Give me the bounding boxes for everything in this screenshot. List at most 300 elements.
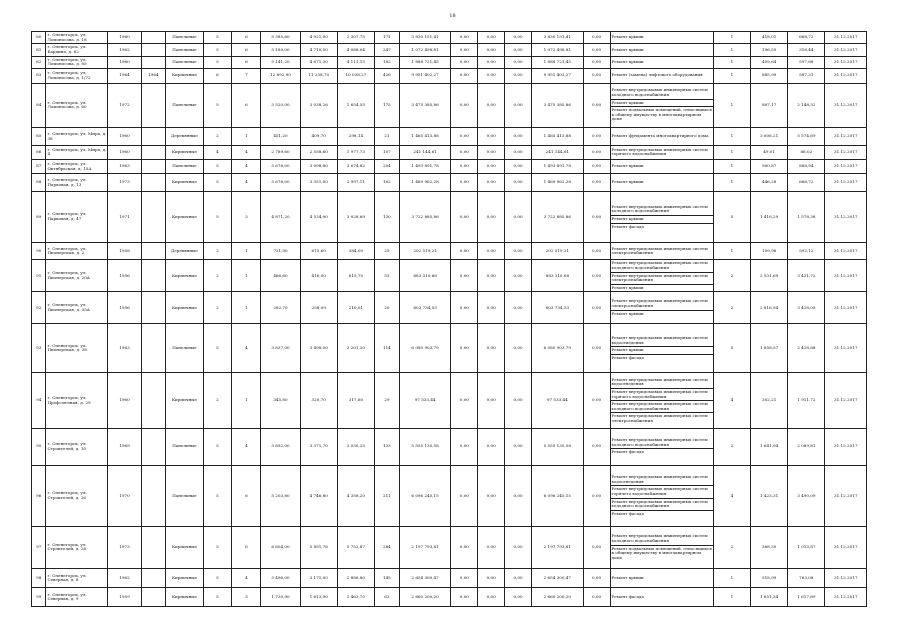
work-type-item: Ремонт крыши — [611, 163, 644, 169]
residential-area-cell: 4 710,50 — [300, 44, 337, 56]
floors-cell: 5 — [203, 465, 232, 526]
regional-funds-cell: 0,00 — [478, 373, 505, 428]
residential-area-cell: 5 891,76 — [300, 527, 337, 569]
total-area-cell: 466,60 — [261, 260, 300, 292]
other-funds-cell: 0,00 — [583, 191, 610, 243]
owners-funds-cell: 5 555 135,58 — [532, 428, 584, 465]
residential-area-cell: 3 498,00 — [300, 324, 337, 373]
wall-material-cell: Кирпичные — [166, 260, 203, 292]
work-types-cell — [610, 56, 713, 68]
residents-cell: 53 — [374, 260, 399, 292]
wall-material-cell: Кирпичные — [166, 568, 203, 588]
unit-cost-cell: 2 816,94 — [751, 292, 788, 324]
wall-material-cell: Кирпичные — [166, 373, 203, 428]
residential-area-cell: 4 671,30 — [300, 56, 337, 68]
completion-date-cell: 31.12.2017 — [825, 527, 867, 569]
owners-funds-cell: 9 951 402,27 — [532, 68, 584, 83]
work-count-cell: 1 — [713, 146, 750, 160]
total-area-cell: 4 871,20 — [261, 191, 300, 243]
address-cell: г. Оленегорск, ул. Парковая, д. 13 — [46, 174, 108, 191]
owners-funds-cell: 241 144,61 — [532, 146, 584, 160]
other-funds-cell: 0,00 — [583, 127, 610, 145]
other-funds-cell: 0,00 — [583, 32, 610, 44]
residents-cell: 25 — [374, 243, 399, 260]
residents-cell: 426 — [374, 68, 399, 83]
limit-cost-cell: 597,88 — [788, 56, 825, 68]
year-built-cell: 1964 — [108, 68, 141, 83]
regional-funds-cell: 0,00 — [478, 44, 505, 56]
entrances-cell: 4 — [232, 174, 261, 191]
work-type-item: Ремонт подвальных помещений, относящихся к общему имуществу в многоквартирном доме — [611, 107, 712, 122]
unit-cost-cell: 368,30 — [751, 527, 788, 569]
other-funds-cell: 0,00 — [583, 465, 610, 526]
work-type-item: Ремонт внутридомовых инженерных систем электроснабжения — [611, 245, 708, 256]
work-type-item: Ремонт внутридомовых инженерных систем холодного водоснабжения — [611, 87, 708, 98]
entrances-cell: 1 — [232, 243, 261, 260]
residential-area-cell: 258,09 — [300, 292, 337, 324]
work-types-cell — [610, 159, 713, 174]
federal-funds-cell: 0,00 — [451, 83, 478, 127]
limit-cost-cell: 587,31 — [788, 68, 825, 83]
total-cost-cell: 202 519,21 — [399, 243, 451, 260]
owned-area-cell: 298,14 — [337, 127, 374, 145]
municipal-funds-cell: 0,00 — [505, 32, 532, 44]
unit-cost-cell: 518,99 — [751, 568, 788, 588]
wall-material-cell: Панельные — [166, 32, 203, 44]
year-built-cell: 1973 — [108, 174, 141, 191]
address-cell: г. Оленегорск, ул. Профсоюзная, д. 29 — [46, 373, 108, 428]
limit-cost-cell: 3 431,72 — [788, 260, 825, 292]
work-types-cell — [610, 260, 713, 292]
floors-cell: 5 — [203, 428, 232, 465]
total-cost-cell: 97 533,44 — [399, 373, 451, 428]
work-type-item: Ремонт фасада — [611, 510, 713, 518]
limit-cost-cell: 1 578,38 — [788, 191, 825, 243]
unit-cost-cell: 885,99 — [751, 68, 788, 83]
total-cost-cell: 241 144,61 — [399, 146, 451, 160]
regional-funds-cell: 0,00 — [478, 324, 505, 373]
owners-funds-cell: 3 475 385,86 — [532, 83, 584, 127]
work-type-item: Ремонт внутридомовых инженерных систем горячего водоснабжения — [611, 485, 713, 497]
municipal-funds-cell: 0,00 — [505, 465, 532, 526]
residential-area-cell: 409,70 — [300, 127, 337, 145]
table-row — [32, 243, 867, 260]
regional-funds-cell: 0,00 — [478, 260, 505, 292]
owned-area-cell: 384,00 — [337, 243, 374, 260]
year-commissioning-cell — [141, 292, 166, 324]
completion-date-cell: 31.12.2017 — [825, 68, 867, 83]
regional-funds-cell: 0,00 — [478, 527, 505, 569]
total-area-cell: 6 604,00 — [261, 527, 300, 569]
other-funds-cell: 0,00 — [583, 568, 610, 588]
wall-material-cell: Панельные — [166, 324, 203, 373]
residential-area-cell: 11 238,70 — [300, 68, 337, 83]
work-type-item: Ремонт крыши — [611, 34, 644, 40]
table-row — [32, 527, 867, 569]
year-commissioning-cell — [141, 324, 166, 373]
owned-area-cell: 4 111,15 — [337, 56, 374, 68]
regional-funds-cell: 0,00 — [478, 83, 505, 127]
year-built-cell: 1956 — [108, 260, 141, 292]
year-built-cell: 1962 — [108, 568, 141, 588]
total-area-cell: 5 385,60 — [261, 32, 300, 44]
floors-cell: 2 — [203, 243, 232, 260]
municipal-funds-cell: 0,00 — [505, 159, 532, 174]
residents-cell: 114 — [374, 324, 399, 373]
federal-funds-cell: 0,00 — [451, 56, 478, 68]
total-cost-cell: 3 475 385,86 — [399, 83, 451, 127]
year-built-cell: 1962 — [108, 44, 141, 56]
work-type-item: Ремонт (замена) лифтового оборудования — [611, 72, 703, 78]
work-count-cell: 1 — [713, 174, 750, 191]
limit-cost-cell: 666,72 — [788, 174, 825, 191]
work-count-cell: 2 — [713, 292, 750, 324]
limit-cost-cell: 2 428,88 — [788, 324, 825, 373]
year-built-cell: 1969 — [108, 428, 141, 465]
total-area-cell: 451,20 — [261, 127, 300, 145]
completion-date-cell: 31.12.2017 — [825, 56, 867, 68]
row-number-cell: 90 — [32, 243, 46, 260]
work-count-cell: 4 — [713, 465, 750, 526]
unit-cost-cell: 196,55 — [751, 44, 788, 56]
year-commissioning-cell — [141, 527, 166, 569]
owners-funds-cell: 2 654 300,47 — [532, 568, 584, 588]
work-types-cell — [610, 146, 713, 160]
other-funds-cell: 0,00 — [583, 174, 610, 191]
table-row — [32, 56, 867, 68]
owned-area-cell: 1 977,73 — [337, 146, 374, 160]
total-area-cell: 5 141,20 — [261, 56, 300, 68]
work-types-cell — [610, 373, 713, 428]
regional-funds-cell: 0,00 — [478, 127, 505, 145]
entrances-cell: 1 — [232, 260, 261, 292]
federal-funds-cell: 0,00 — [451, 465, 478, 526]
owners-funds-cell: 1 888 721,45 — [532, 56, 584, 68]
completion-date-cell: 31.12.2017 — [825, 146, 867, 160]
municipal-funds-cell: 0,00 — [505, 44, 532, 56]
floors-cell: 5 — [203, 83, 232, 127]
completion-date-cell: 31.12.2017 — [825, 588, 867, 606]
federal-funds-cell: 0,00 — [451, 146, 478, 160]
limit-cost-cell: 1 013,87 — [788, 527, 825, 569]
work-type-item: Ремонт внутридомовых инженерных систем холодного водоснабжения — [611, 533, 708, 544]
total-cost-cell: 5 555 135,58 — [399, 428, 451, 465]
residents-cell: 145 — [374, 568, 399, 588]
limit-cost-cell: 763,08 — [788, 568, 825, 588]
owned-area-cell: 2 886,80 — [337, 568, 374, 588]
wall-material-cell: Кирпичные — [166, 191, 203, 243]
work-type-item: Ремонт фасада — [611, 593, 644, 599]
owners-funds-cell: 6 080 903,79 — [532, 324, 584, 373]
residents-cell: 247 — [374, 44, 399, 56]
total-cost-cell: 2 654 300,47 — [399, 568, 451, 588]
completion-date-cell: 31.12.2017 — [825, 83, 867, 127]
work-count-cell: 1 — [713, 588, 750, 606]
work-type-item: Ремонт крыши — [611, 179, 644, 185]
residents-cell: 284 — [374, 527, 399, 569]
entrances-cell: 6 — [232, 465, 261, 526]
unit-cost-cell: 446,28 — [751, 174, 788, 191]
year-commissioning-cell — [141, 243, 166, 260]
work-type-item: Ремонт внутридомовых инженерных систем холодного водоснабжения — [611, 400, 713, 412]
work-type-item: Ремонт внутридомовых инженерных систем электроснабжения — [611, 298, 708, 309]
residents-cell: 204 — [374, 159, 399, 174]
limit-cost-cell: 2 148,32 — [788, 83, 825, 127]
total-area-cell: 345,80 — [261, 373, 300, 428]
year-commissioning-cell — [141, 465, 166, 526]
row-number-cell: 87 — [32, 159, 46, 174]
work-count-cell: 1 — [713, 127, 750, 145]
regional-funds-cell: 0,00 — [478, 428, 505, 465]
owned-area-cell: 3 030,25 — [337, 428, 374, 465]
floors-cell: 2 — [203, 292, 232, 324]
work-type-item: Ремонт фасада — [611, 448, 713, 456]
entrances-cell: 1 — [232, 373, 261, 428]
federal-funds-cell: 0,00 — [451, 428, 478, 465]
address-cell: г. Оленегорск, ул. Пионерская, д. 38 — [46, 324, 108, 373]
year-commissioning-cell: 1964 — [141, 68, 166, 83]
table-row — [32, 159, 867, 174]
row-number-cell: 99 — [32, 588, 46, 606]
residents-cell: 162 — [374, 174, 399, 191]
work-types-cell — [610, 588, 713, 606]
row-number-cell: 91 — [32, 260, 46, 292]
work-types-cell — [610, 127, 713, 145]
address-cell: г. Оленегорск, ул. Строителей, д. 26 — [46, 465, 108, 526]
completion-date-cell: 31.12.2017 — [825, 159, 867, 174]
municipal-funds-cell: 0,00 — [505, 68, 532, 83]
entrances-cell: 4 — [232, 159, 261, 174]
regional-funds-cell: 0,00 — [478, 32, 505, 44]
work-type-item: Ремонт крыши — [611, 574, 644, 580]
regional-funds-cell: 0,00 — [478, 159, 505, 174]
unit-cost-cell: 302,21 — [751, 373, 788, 428]
work-count-cell: 1 — [713, 83, 750, 127]
total-area-cell: 282,70 — [261, 292, 300, 324]
municipal-funds-cell: 0,00 — [505, 324, 532, 373]
year-built-cell: 1958 — [108, 243, 141, 260]
year-commissioning-cell — [141, 260, 166, 292]
other-funds-cell: 0,00 — [583, 68, 610, 83]
address-cell: г. Оленегорск, ул. Бардина, д. 62 — [46, 44, 108, 56]
other-funds-cell: 0,00 — [583, 56, 610, 68]
regional-funds-cell: 0,00 — [478, 56, 505, 68]
residential-area-cell: 4 534,90 — [300, 191, 337, 243]
regional-funds-cell: 0,00 — [478, 243, 505, 260]
residents-cell: 211 — [374, 465, 399, 526]
residents-cell: 130 — [374, 191, 399, 243]
floors-cell: 2 — [203, 260, 232, 292]
year-built-cell: 1960 — [108, 146, 141, 160]
completion-date-cell: 31.12.2017 — [825, 373, 867, 428]
address-cell: г. Оленегорск, ул. Ломоносова, д. 85 — [46, 56, 108, 68]
work-count-cell: 1 — [713, 68, 750, 83]
residential-area-cell: 3 371,70 — [300, 428, 337, 465]
year-built-cell: 1959 — [108, 588, 141, 606]
completion-date-cell: 31.12.2017 — [825, 191, 867, 243]
owned-area-cell: 3 201,30 — [337, 324, 374, 373]
wall-material-cell: Панельные — [166, 56, 203, 68]
residential-area-cell: 416,00 — [300, 260, 337, 292]
work-type-item: Ремонт внутридомовых инженерных систем горячего водоснабжения — [611, 146, 708, 157]
wall-material-cell: Деревянные — [166, 127, 203, 145]
unit-cost-cell: 2 531,69 — [751, 260, 788, 292]
work-types-cell — [610, 428, 713, 465]
owners-funds-cell: 97 533,44 — [532, 373, 584, 428]
year-commissioning-cell — [141, 588, 166, 606]
wall-material-cell: Панельные — [166, 83, 203, 127]
year-built-cell: 1960 — [108, 56, 141, 68]
year-built-cell: 1972 — [108, 83, 141, 127]
total-cost-cell: 3 830 151,41 — [399, 32, 451, 44]
work-types-cell — [610, 191, 713, 243]
table-row — [32, 428, 867, 465]
year-built-cell: 1956 — [108, 292, 141, 324]
wall-material-cell: Кирпичные — [166, 146, 203, 160]
year-commissioning-cell — [141, 373, 166, 428]
residential-area-cell: 3 171,00 — [300, 568, 337, 588]
owned-area-cell: 210,01 — [337, 292, 374, 324]
other-funds-cell: 0,00 — [583, 243, 610, 260]
unit-cost-cell: 109,96 — [751, 243, 788, 260]
owned-area-cell: 4 358,20 — [337, 465, 374, 526]
completion-date-cell: 31.12.2017 — [825, 568, 867, 588]
municipal-funds-cell: 0,00 — [505, 243, 532, 260]
unit-cost-cell: 3 606,21 — [751, 127, 788, 145]
total-cost-cell: 1 493 891,78 — [399, 159, 451, 174]
address-cell: г. Оленегорск, ул. Мира, д. 4 — [46, 146, 108, 160]
residential-area-cell: 3 038,26 — [300, 83, 337, 127]
regional-funds-cell: 0,00 — [478, 465, 505, 526]
table-row — [32, 83, 867, 127]
work-count-cell: 1 — [713, 56, 750, 68]
owners-funds-cell: 202 519,21 — [532, 243, 584, 260]
floors-cell: 5 — [203, 44, 232, 56]
unit-cost-cell: 1 858,57 — [751, 324, 788, 373]
residents-cell: 29 — [374, 373, 399, 428]
page-number: 18 — [449, 13, 456, 19]
unit-cost-cell: 1 416,29 — [751, 191, 788, 243]
work-count-cell: 2 — [713, 260, 750, 292]
work-type-item: Ремонт внутридомовых инженерных систем горячего водоснабжения — [611, 388, 713, 400]
federal-funds-cell: 0,00 — [451, 68, 478, 83]
entrances-cell: 6 — [232, 83, 261, 127]
residential-area-cell: 4 921,00 — [300, 32, 337, 44]
regional-funds-cell: 0,00 — [478, 68, 505, 83]
residential-area-cell: 320,70 — [300, 373, 337, 428]
wall-material-cell: Кирпичные — [166, 292, 203, 324]
work-count-cell: 1 — [713, 44, 750, 56]
completion-date-cell: 31.12.2017 — [825, 324, 867, 373]
address-cell: г. Оленегорск, ул. Строителей, д. 28 — [46, 527, 108, 569]
work-types-cell — [610, 292, 713, 324]
federal-funds-cell: 0,00 — [451, 260, 478, 292]
work-type-item: Ремонт внутридомовых инженерных систем холодного водоснабжения — [611, 260, 708, 271]
wall-material-cell: Кирпичные — [166, 174, 203, 191]
year-built-cell: 1963 — [108, 324, 141, 373]
owners-funds-cell: 3 722 885,86 — [532, 191, 584, 243]
residential-area-cell: 3 351,00 — [300, 174, 337, 191]
other-funds-cell: 0,00 — [583, 292, 610, 324]
address-cell: г. Оленегорск, ул. Ломоносова, д. 1/72 — [46, 68, 108, 83]
total-area-cell: 2 789,60 — [261, 146, 300, 160]
table-row — [32, 44, 867, 56]
federal-funds-cell: 0,00 — [451, 32, 478, 44]
row-number-cell: 85 — [32, 127, 46, 145]
completion-date-cell: 31.12.2017 — [825, 32, 867, 44]
floors-cell: 4 — [203, 146, 232, 160]
completion-date-cell: 31.12.2017 — [825, 465, 867, 526]
municipal-funds-cell: 0,00 — [505, 260, 532, 292]
regional-funds-cell: 0,00 — [478, 191, 505, 243]
row-number-cell: 86 — [32, 146, 46, 160]
wall-material-cell: Панельные — [166, 428, 203, 465]
federal-funds-cell: 0,00 — [451, 127, 478, 145]
floors-cell: 5 — [203, 527, 232, 569]
residential-area-cell: 3 098,80 — [300, 159, 337, 174]
residential-area-cell: 2 558,60 — [300, 146, 337, 160]
year-commissioning-cell — [141, 191, 166, 243]
total-area-cell: 721,90 — [261, 243, 300, 260]
other-funds-cell: 0,00 — [583, 260, 610, 292]
municipal-funds-cell: 0,00 — [505, 373, 532, 428]
work-count-cell: 2 — [713, 527, 750, 569]
row-number-cell: 89 — [32, 191, 46, 243]
entrances-cell: 6 — [232, 32, 261, 44]
limit-cost-cell: 2 089,81 — [788, 428, 825, 465]
unit-cost-cell: 418,01 — [751, 32, 788, 44]
residential-area-cell: 4 746,80 — [300, 465, 337, 526]
work-type-item: Ремонт внутридомовых инженерных систем холодного водоснабжения — [611, 498, 713, 510]
total-cost-cell: 2 660 200,20 — [399, 588, 451, 606]
other-funds-cell: 0,00 — [583, 324, 610, 373]
residential-area-cell: 1 613,90 — [300, 588, 337, 606]
address-cell: г. Оленегорск, ул. Пионерская, д. 2 — [46, 243, 108, 260]
work-count-cell: 1 — [713, 32, 750, 44]
owned-area-cell: 615,70 — [337, 260, 374, 292]
owned-area-cell: 3 028,69 — [337, 191, 374, 243]
federal-funds-cell: 0,00 — [451, 373, 478, 428]
work-type-item: Ремонт крыши — [611, 46, 644, 52]
entrances-cell: 4 — [232, 568, 261, 588]
entrances-cell: 6 — [232, 527, 261, 569]
unit-cost-cell: 1 423,31 — [751, 465, 788, 526]
row-number-cell: 96 — [32, 465, 46, 526]
residents-cell: 63 — [374, 588, 399, 606]
address-cell: г. Оленегорск, ул. Ломоносова, д. 60 — [46, 83, 108, 127]
table-row — [32, 68, 867, 83]
row-number-cell: 97 — [32, 527, 46, 569]
owned-area-cell: 1 463,70 — [337, 588, 374, 606]
wall-material-cell: Панельные — [166, 465, 203, 526]
other-funds-cell: 0,00 — [583, 159, 610, 174]
address-cell: г. Оленегорск, ул. Северная, д. 9 — [46, 588, 108, 606]
residents-cell: 175 — [374, 83, 399, 127]
year-built-cell: 1960 — [108, 127, 141, 145]
year-built-cell: 1973 — [108, 527, 141, 569]
unit-cost-cell: 900,87 — [751, 159, 788, 174]
year-commissioning-cell — [141, 83, 166, 127]
entrances-cell: 6 — [232, 56, 261, 68]
residential-area-cell: 615,60 — [300, 243, 337, 260]
year-commissioning-cell — [141, 32, 166, 44]
work-type-item: Ремонт внутридомовых инженерных систем электроснабжения — [611, 412, 713, 424]
work-type-item: Ремонт крыши — [611, 215, 713, 223]
work-types-cell — [610, 174, 713, 191]
owned-area-cell: 4 088,04 — [337, 44, 374, 56]
limit-cost-cell: 3 490,09 — [788, 465, 825, 526]
table-row — [32, 373, 867, 428]
